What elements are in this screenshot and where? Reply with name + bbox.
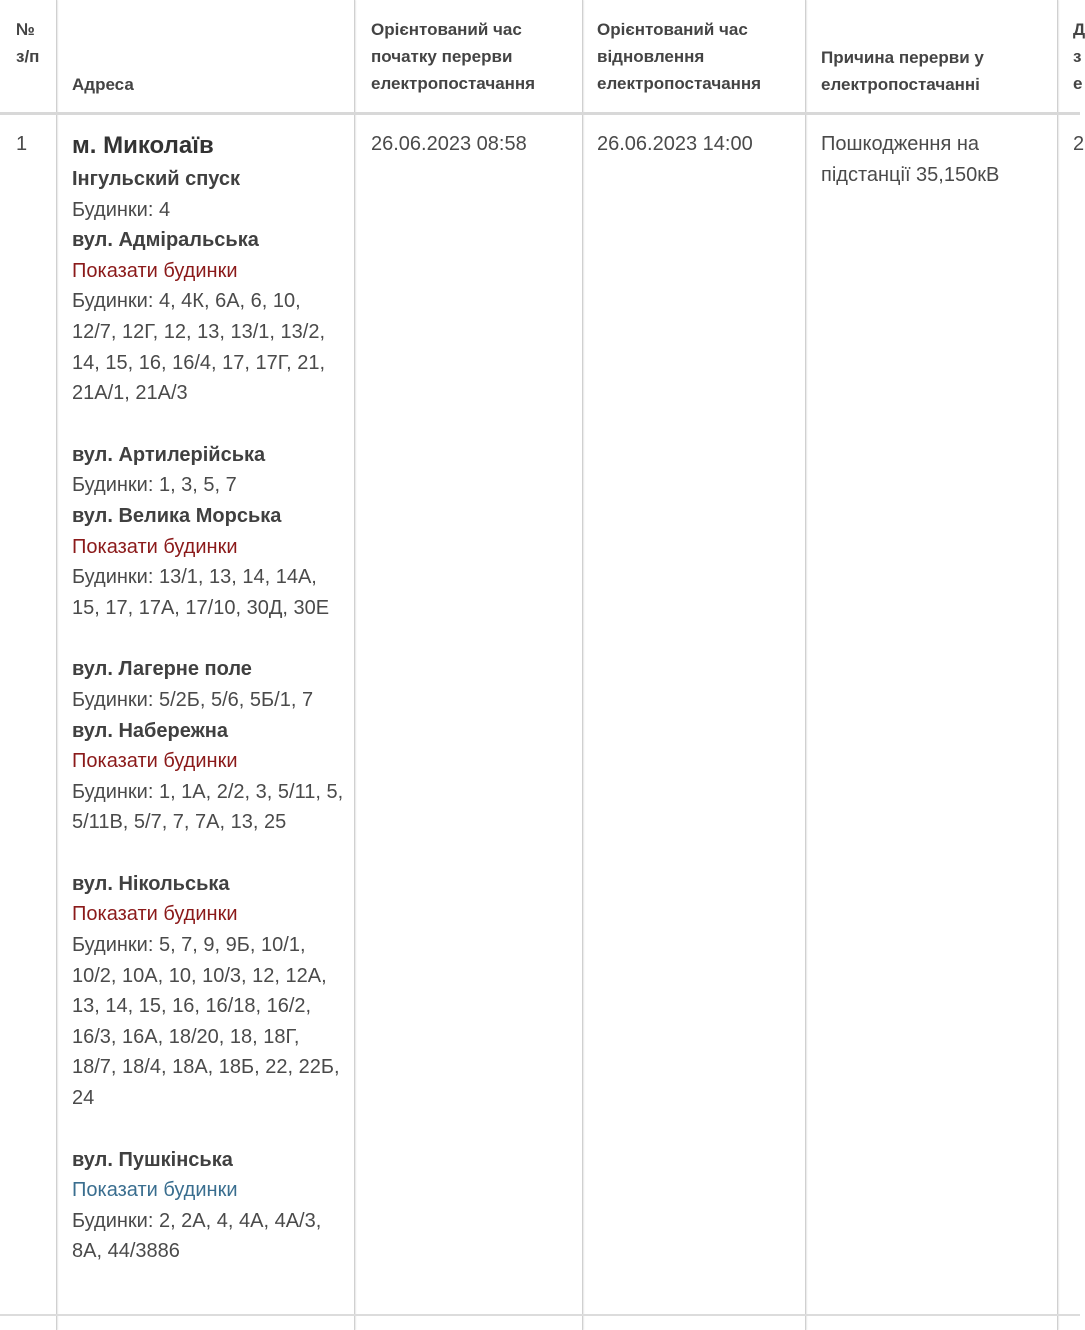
street-name: вул. Адміральська	[72, 229, 259, 252]
houses-list: Будинки: 13/1, 13, 14, 14А, 15, 17, 17А, 17/10, 30Д, 30Е	[72, 566, 330, 619]
street-name: вул. Велика Морська	[72, 504, 282, 527]
houses-list: Будинки: 4, 4К, 6А, 6, 10, 12/7, 12Г, 12, 13, 13/1, 13/2, 14, 15, 16, 16/4, 17, 17Г, 21, 21А/1, 21А/3	[72, 290, 326, 405]
street-block	[72, 654, 344, 715]
show-houses-link[interactable]: Показати будинки	[72, 750, 238, 773]
column-divider	[582, 0, 583, 1330]
row-divider	[0, 1314, 1080, 1316]
header-num: № з/п	[16, 20, 40, 66]
column-divider	[805, 0, 806, 1330]
show-houses-link[interactable]: Показати будинки	[72, 903, 238, 926]
street-name: Інгульский спуск	[72, 168, 241, 190]
header-address: Адреса	[72, 75, 134, 94]
show-houses-link[interactable]: Показати будинки	[72, 1179, 238, 1202]
column-divider	[354, 0, 355, 1330]
show-houses-link[interactable]: Показати будинки	[72, 259, 238, 282]
city-name: м. Миколаїв	[72, 132, 214, 159]
header-start-time: Орієнтований час початку перерви електропостачання	[371, 20, 536, 93]
extra-value: 2	[1073, 133, 1085, 155]
houses-list: Будинки: 5/2Б, 5/6, 5Б/1, 7	[72, 688, 314, 711]
street-block	[72, 869, 344, 1145]
restore-time: 26.06.2023 14:00	[597, 133, 753, 155]
street-block	[72, 1145, 344, 1267]
street-block	[72, 716, 344, 869]
outage-reason: Пошкодження на підстанції 35,150кВ	[821, 133, 1000, 186]
street-name: вул. Лагерне поле	[72, 658, 252, 681]
street-name: вул. Набережна	[72, 719, 228, 742]
row-num: 1	[16, 133, 28, 155]
header-restore-time: Орієнтований час відновлення електропостачання	[597, 20, 762, 93]
street-name: вул. Пушкінська	[72, 1148, 233, 1171]
column-divider	[1057, 0, 1058, 1330]
street-block	[72, 225, 344, 440]
show-houses-link[interactable]: Показати будинки	[72, 535, 238, 558]
header-reason: Причина перерви у електропостачанні	[821, 48, 984, 94]
houses-list: Будинки: 2, 2А, 4, 4А, 4А/3, 8А, 44/3886	[72, 1209, 322, 1263]
start-time: 26.06.2023 08:58	[371, 133, 527, 155]
header-extra: Д з е	[1073, 20, 1085, 93]
street-block	[72, 440, 344, 501]
column-divider	[56, 0, 57, 1330]
houses-list: Будинки: 5, 7, 9, 9Б, 10/1, 10/2, 10А, 10, 10/3, 12, 12А, 13, 14, 15, 16, 16/18, 16/2, 16/3, 16А, 18/20, 18, 18Г, 18/7, 18/4, 18А, 18Б, 22, 22Б, 24	[72, 934, 340, 1110]
address-cell	[72, 130, 344, 1267]
houses-list: Будинки: 1, 1А, 2/2, 3, 5/11, 5, 5/11В, 5/7, 7, 7А, 13, 25	[72, 780, 344, 834]
houses-list: Будинки: 1, 3, 5, 7	[72, 474, 237, 497]
street-name: вул. Нікольська	[72, 872, 230, 895]
street-block	[72, 501, 344, 654]
street-name: вул. Артилерійська	[72, 443, 266, 466]
houses-list: Будинки: 4	[72, 198, 171, 221]
header-divider	[0, 112, 1080, 115]
street-block	[72, 164, 344, 225]
